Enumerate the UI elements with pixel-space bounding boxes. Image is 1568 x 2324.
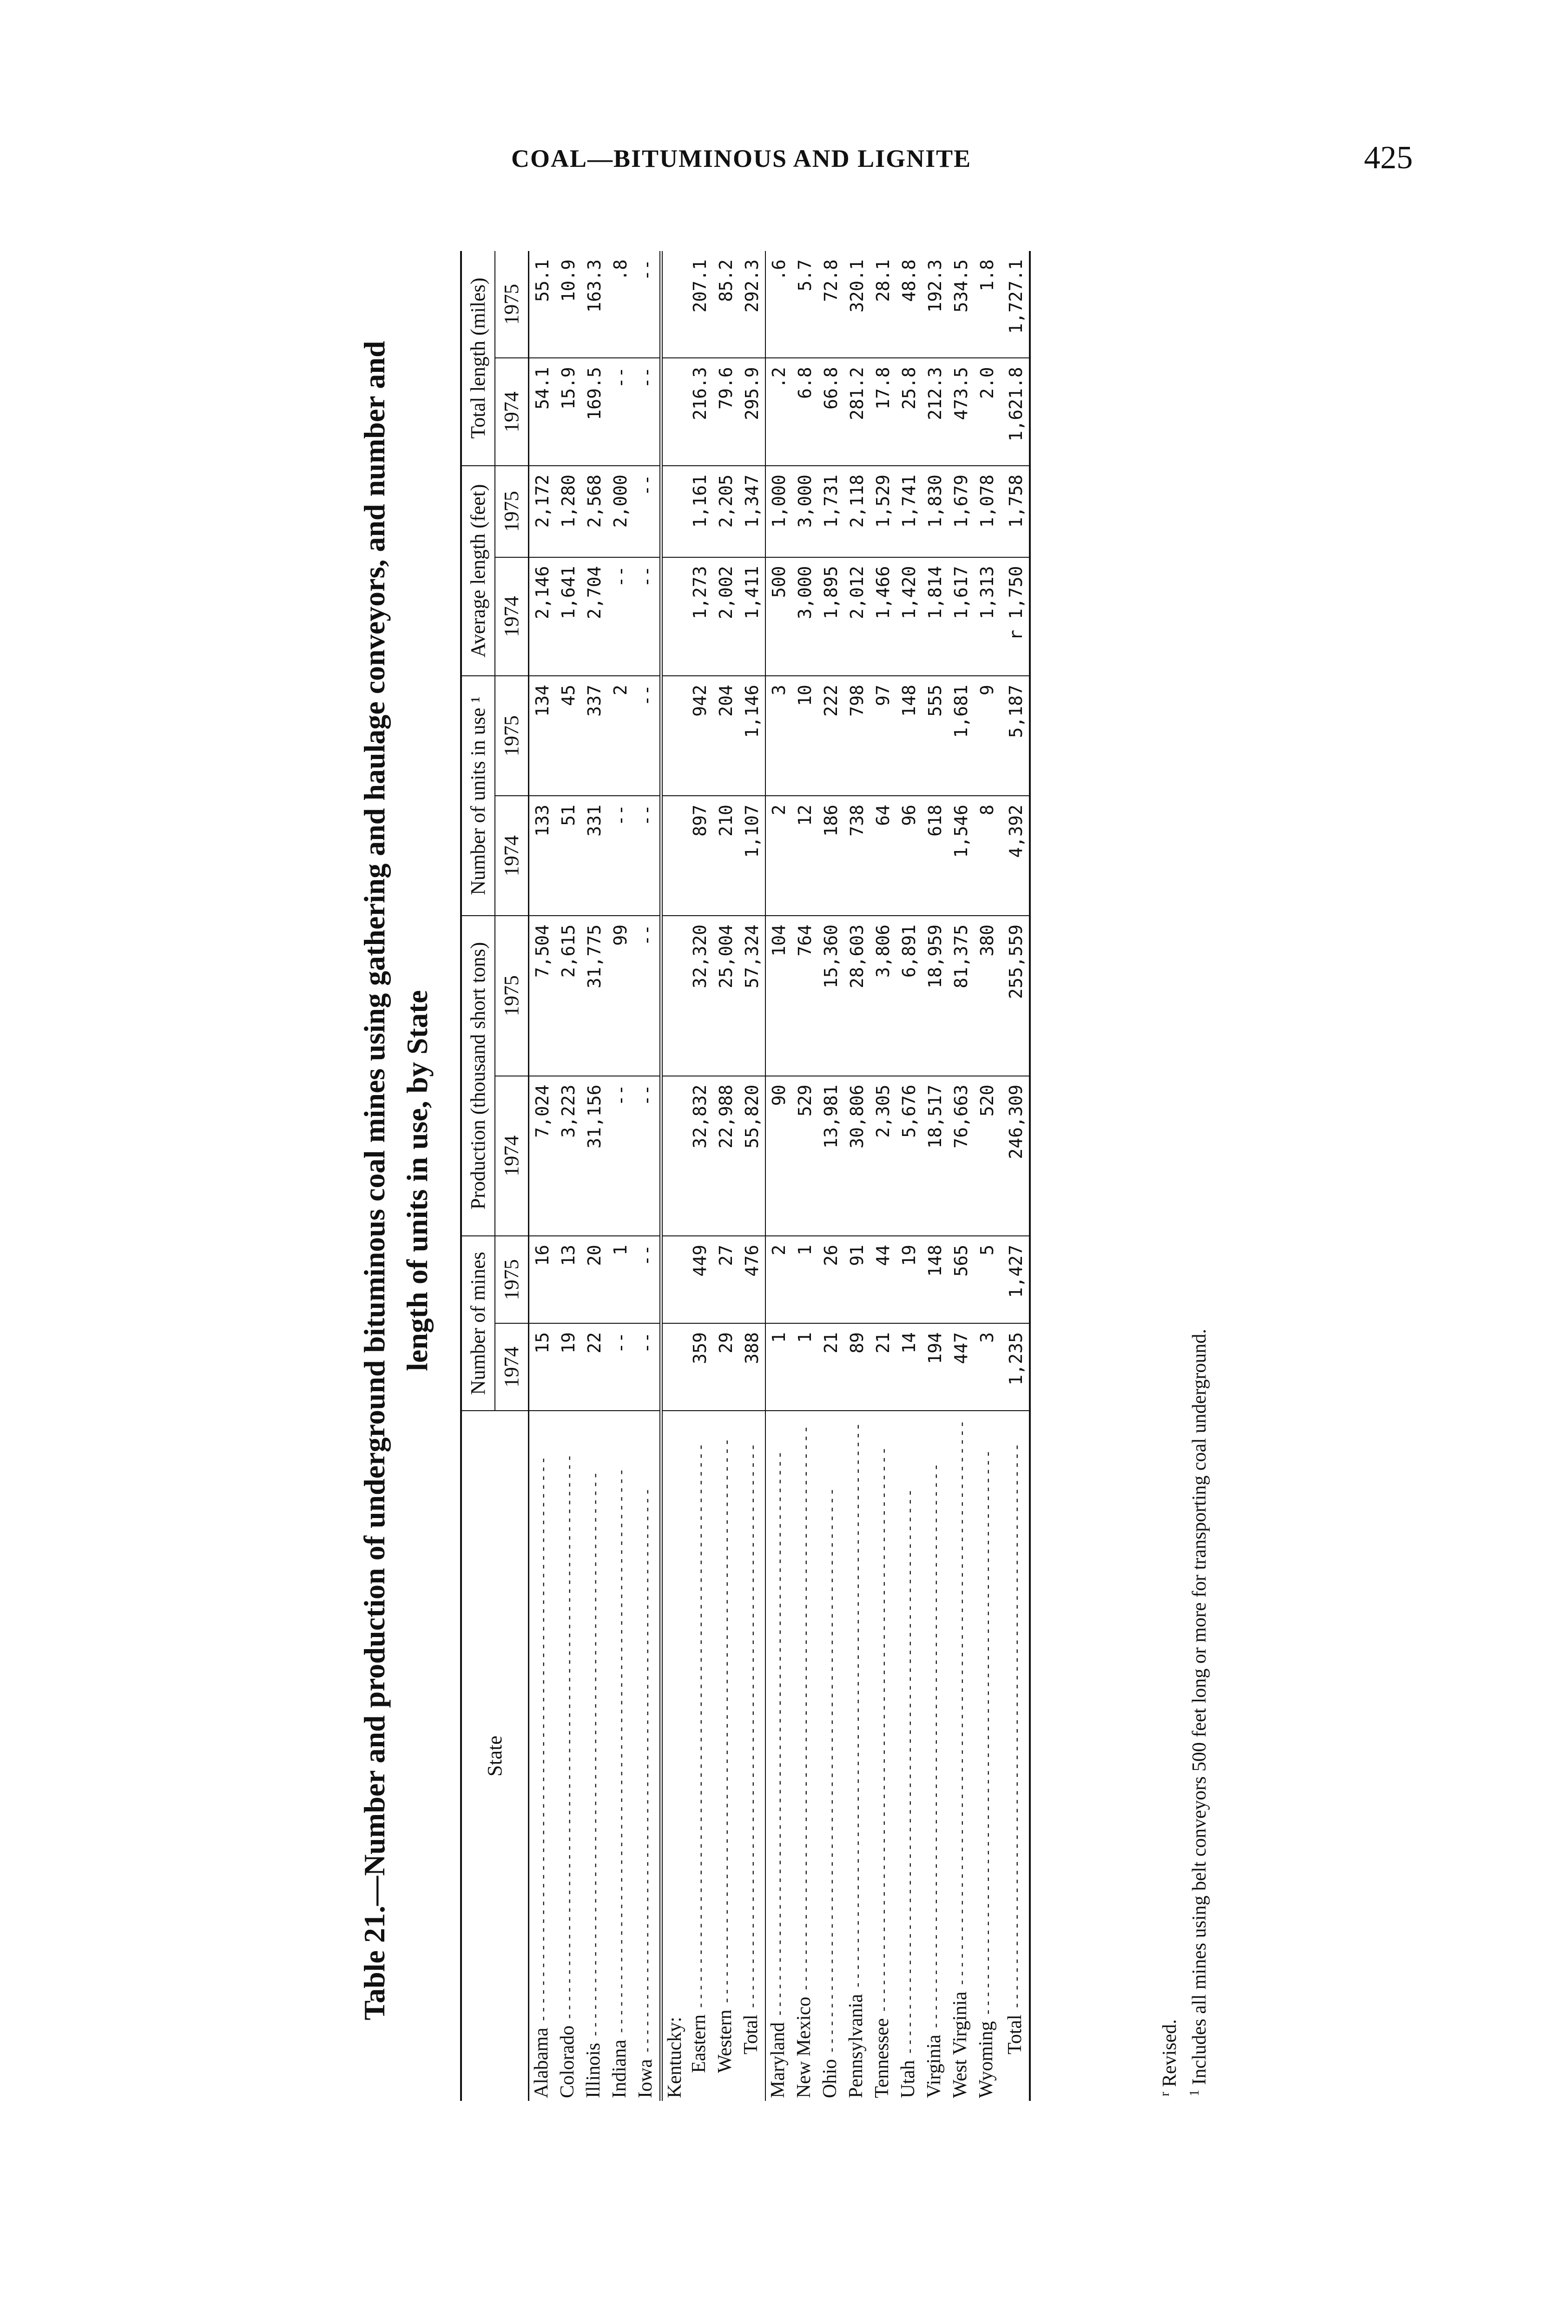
value-cell: 529 <box>792 1076 818 1236</box>
table-title <box>353 297 439 2064</box>
dot-leader: ---------------------------------------------------------------- <box>797 1425 814 1992</box>
header-units-in-use: Number of units in use ¹ <box>461 676 495 916</box>
value-cell <box>661 466 687 557</box>
value-cell: -- <box>607 1076 633 1236</box>
page-number: 425 <box>1364 140 1413 176</box>
value-cell: 48.8 <box>896 251 922 358</box>
dot-leader: ---------------------------------------------------------------- <box>876 1446 892 2014</box>
state-cell <box>922 1411 948 2101</box>
value-cell: 1,107 <box>739 796 765 916</box>
state-label: Maryland <box>767 2022 789 2098</box>
dot-leader: ---------------------------------------------------------------- <box>639 1487 655 2054</box>
value-cell: 64 <box>870 796 896 916</box>
value-cell: 1 <box>792 1236 818 1323</box>
value-cell: 1,681 <box>948 676 974 796</box>
header-year: 1975 <box>495 916 529 1076</box>
footnote-1-mark: 1 <box>1187 2090 1202 2096</box>
value-cell: 21 <box>870 1323 896 1411</box>
value-cell: 1,814 <box>922 557 948 676</box>
dot-leader: ---------------------------------------------------------------- <box>744 1442 761 2010</box>
value-cell: 186 <box>818 796 844 916</box>
value-cell: 2,172 <box>529 466 556 557</box>
value-cell: 1,146 <box>739 676 765 796</box>
value-cell: 7,504 <box>529 916 556 1076</box>
value-cell: 22 <box>581 1323 607 1411</box>
value-cell: 1,420 <box>896 557 922 676</box>
state-cell <box>713 1411 739 2101</box>
value-cell: .2 <box>765 358 792 466</box>
table-row <box>844 251 870 2101</box>
value-cell: 2,002 <box>713 557 739 676</box>
table-row <box>555 251 581 2101</box>
value-cell: 5.7 <box>792 251 818 358</box>
value-cell: 1,679 <box>948 466 974 557</box>
value-cell: 210 <box>713 796 739 916</box>
value-cell: 4,392 <box>1000 796 1030 916</box>
value-cell: 2 <box>765 796 792 916</box>
header-total-length: Total length (miles) <box>461 251 495 466</box>
dot-leader: ---------------------------------------------------------------- <box>824 1487 840 2054</box>
state-cell <box>661 1411 687 2101</box>
state-cell <box>765 1411 792 2101</box>
value-cell: 897 <box>687 796 713 916</box>
value-cell <box>661 796 687 916</box>
value-cell: 14 <box>896 1323 922 1411</box>
value-cell: r 1,750 <box>1000 557 1030 676</box>
value-cell: 255,559 <box>1000 916 1030 1076</box>
conveyor-table <box>460 251 1031 2101</box>
value-cell: 55.1 <box>529 251 556 358</box>
value-cell: 15,360 <box>818 916 844 1076</box>
footnote-revised <box>1153 1329 1182 2096</box>
dot-leader: ---------------------------------------------------------------- <box>980 1449 996 2017</box>
value-cell: 764 <box>792 916 818 1076</box>
dot-leader: ---------------------------------------------------------------- <box>954 1419 970 1987</box>
value-cell: 3 <box>765 676 792 796</box>
table-body <box>529 251 1030 2101</box>
state-cell <box>633 1411 661 2101</box>
footnotes <box>1153 1329 1212 2096</box>
value-cell: 81,375 <box>948 916 974 1076</box>
value-cell: 565 <box>948 1236 974 1323</box>
rotated-table-block <box>325 242 1255 2101</box>
value-cell: 246,309 <box>1000 1076 1030 1236</box>
value-cell: 2,704 <box>581 557 607 676</box>
state-label: Virginia <box>923 2034 945 2098</box>
value-cell: 1,546 <box>948 796 974 916</box>
value-cell: 281.2 <box>844 358 870 466</box>
table-row <box>687 251 713 2101</box>
value-cell: 2 <box>607 676 633 796</box>
state-label: Kentucky: <box>664 2017 685 2098</box>
value-cell: 8 <box>974 796 1000 916</box>
header-year: 1974 <box>495 557 529 676</box>
state-label: Western <box>714 2009 736 2073</box>
value-cell: -- <box>633 676 661 796</box>
value-cell: 192.3 <box>922 251 948 358</box>
value-cell <box>661 1076 687 1236</box>
value-cell: -- <box>633 796 661 916</box>
table-title-line-1: Table 21.—Number and production of underground bituminous coal mines using gathering and haulage conveyors, and number and <box>358 341 391 2020</box>
value-cell: 207.1 <box>687 251 713 358</box>
table-row <box>974 251 1000 2101</box>
value-cell <box>661 358 687 466</box>
state-cell <box>844 1411 870 2101</box>
value-cell: 169.5 <box>581 358 607 466</box>
value-cell: 2,000 <box>607 466 633 557</box>
value-cell: 29 <box>713 1323 739 1411</box>
value-cell: 54.1 <box>529 358 556 466</box>
value-cell: 2,568 <box>581 466 607 557</box>
value-cell <box>661 676 687 796</box>
value-cell: 5,676 <box>896 1076 922 1236</box>
value-cell: 1,830 <box>922 466 948 557</box>
value-cell: 222 <box>818 676 844 796</box>
header-year: 1975 <box>495 676 529 796</box>
value-cell: 6.8 <box>792 358 818 466</box>
value-cell: 89 <box>844 1323 870 1411</box>
state-cell <box>948 1411 974 2101</box>
value-cell: 1,641 <box>555 557 581 676</box>
value-cell <box>661 1323 687 1411</box>
value-cell: 1,078 <box>974 466 1000 557</box>
value-cell: 942 <box>687 676 713 796</box>
value-cell: 1,280 <box>555 466 581 557</box>
value-cell: 18,959 <box>922 916 948 1076</box>
state-label: Wyoming <box>975 2021 997 2098</box>
value-cell: -- <box>633 557 661 676</box>
dot-leader: ---------------------------------------------------------------- <box>535 1455 551 2023</box>
value-cell: 738 <box>844 796 870 916</box>
value-cell: 2,012 <box>844 557 870 676</box>
header-year: 1974 <box>495 1323 529 1411</box>
value-cell: -- <box>633 358 661 466</box>
state-label: West Virginia <box>949 1991 971 2098</box>
table-row <box>1000 251 1030 2101</box>
state-cell <box>555 1411 581 2101</box>
state-cell <box>974 1411 1000 2101</box>
value-cell: 1,727.1 <box>1000 251 1030 358</box>
value-cell: 55,820 <box>739 1076 765 1236</box>
table-row <box>633 251 661 2101</box>
footnote-revised-text: Revised. <box>1159 2019 1180 2087</box>
state-cell <box>739 1411 765 2101</box>
table-title-line-2: length of units in use, by State <box>401 990 434 1371</box>
value-cell: 96 <box>896 796 922 916</box>
value-cell: 66.8 <box>818 358 844 466</box>
value-cell: 212.3 <box>922 358 948 466</box>
value-cell: 3,806 <box>870 916 896 1076</box>
dot-leader: ---------------------------------------------------------------- <box>850 1422 866 1989</box>
value-cell: 76,663 <box>948 1076 974 1236</box>
dot-leader: ---------------------------------------------------------------- <box>561 1453 577 2021</box>
value-cell: 99 <box>607 916 633 1076</box>
value-cell: 1,235 <box>1000 1323 1030 1411</box>
value-cell: 2,146 <box>529 557 556 676</box>
value-cell: 1,347 <box>739 466 765 557</box>
dot-leader: ---------------------------------------------------------------- <box>1008 1442 1025 2010</box>
value-cell: .6 <box>765 251 792 358</box>
state-label: Utah <box>897 2060 919 2098</box>
table-row <box>661 251 687 2101</box>
header-average-length: Average length (feet) <box>461 466 495 676</box>
dot-leader: ---------------------------------------------------------------- <box>692 1442 709 2010</box>
value-cell: 21 <box>818 1323 844 1411</box>
value-cell: 194 <box>922 1323 948 1411</box>
value-cell: 134 <box>529 676 556 796</box>
value-cell: 30,806 <box>844 1076 870 1236</box>
value-cell: 25.8 <box>896 358 922 466</box>
value-cell: -- <box>607 358 633 466</box>
value-cell: 19 <box>896 1236 922 1323</box>
value-cell: 10 <box>792 676 818 796</box>
value-cell: 1,617 <box>948 557 974 676</box>
value-cell: 1,427 <box>1000 1236 1030 1323</box>
value-cell: 32,320 <box>687 916 713 1076</box>
value-cell: 31,775 <box>581 916 607 1076</box>
value-cell: -- <box>633 916 661 1076</box>
value-cell: 1 <box>607 1236 633 1323</box>
value-cell: 104 <box>765 916 792 1076</box>
value-cell: 2,118 <box>844 466 870 557</box>
value-cell: 798 <box>844 676 870 796</box>
value-cell: 25,004 <box>713 916 739 1076</box>
value-cell: 1 <box>765 1323 792 1411</box>
value-cell: -- <box>607 796 633 916</box>
value-cell: 1,313 <box>974 557 1000 676</box>
value-cell: 295.9 <box>739 358 765 466</box>
table-row <box>818 251 844 2101</box>
value-cell: 91 <box>844 1236 870 1323</box>
header-year: 1974 <box>495 1076 529 1236</box>
value-cell: 1,895 <box>818 557 844 676</box>
value-cell: -- <box>633 1076 661 1236</box>
value-cell: 292.3 <box>739 251 765 358</box>
dot-leader: ---------------------------------------------------------------- <box>928 1462 944 2030</box>
dot-leader: ---------------------------------------------------------------- <box>902 1488 918 2055</box>
dot-leader: ---------------------------------------------------------------- <box>718 1438 735 2005</box>
value-cell: 9 <box>974 676 1000 796</box>
value-cell: 12 <box>792 796 818 916</box>
dot-leader: ---------------------------------------------------------------- <box>613 1467 629 2035</box>
value-cell: 449 <box>687 1236 713 1323</box>
state-label: Colorado <box>557 2025 578 2098</box>
value-cell: 28.1 <box>870 251 896 358</box>
table-row <box>792 251 818 2101</box>
state-label: Total <box>740 2014 762 2054</box>
value-cell: 1,411 <box>739 557 765 676</box>
footnote-1-text: Includes all mines using belt conveyors 500 feet long or more for transporting coal underground. <box>1189 1329 1210 2085</box>
table-row <box>739 251 765 2101</box>
value-cell: 1.8 <box>974 251 1000 358</box>
value-cell: 204 <box>713 676 739 796</box>
header-year: 1975 <box>495 251 529 358</box>
value-cell: 3,223 <box>555 1076 581 1236</box>
state-label: Tennessee <box>871 2018 893 2098</box>
value-cell: -- <box>633 1236 661 1323</box>
value-cell: 388 <box>739 1323 765 1411</box>
state-label: Illinois <box>583 2042 604 2098</box>
state-label: Ohio <box>819 2059 841 2098</box>
value-cell: 337 <box>581 676 607 796</box>
footnote-1 <box>1182 1329 1212 2096</box>
running-head: COAL—BITUMINOUS AND LIGNITE <box>511 145 972 172</box>
value-cell: 555 <box>922 676 948 796</box>
value-cell: -- <box>633 251 661 358</box>
value-cell <box>661 916 687 1076</box>
value-cell: -- <box>607 1323 633 1411</box>
table-row <box>607 251 633 2101</box>
value-cell: 31,156 <box>581 1076 607 1236</box>
value-cell: 2,615 <box>555 916 581 1076</box>
value-cell: 3 <box>974 1323 1000 1411</box>
table-row <box>896 251 922 2101</box>
header-state: State <box>461 1411 529 2101</box>
value-cell: 359 <box>687 1323 713 1411</box>
value-cell: 148 <box>922 1236 948 1323</box>
header-year: 1974 <box>495 358 529 466</box>
state-label: Pennsylvania <box>845 1994 867 2098</box>
state-cell <box>687 1411 713 2101</box>
value-cell: 618 <box>922 796 948 916</box>
value-cell: 1,273 <box>687 557 713 676</box>
value-cell: 473.5 <box>948 358 974 466</box>
value-cell: 44 <box>870 1236 896 1323</box>
value-cell: 2,305 <box>870 1076 896 1236</box>
value-cell: 20 <box>581 1236 607 1323</box>
state-cell <box>896 1411 922 2101</box>
state-cell <box>529 1411 556 2101</box>
value-cell: 90 <box>765 1076 792 1236</box>
value-cell: 7,024 <box>529 1076 556 1236</box>
value-cell: 447 <box>948 1323 974 1411</box>
state-label: Iowa <box>635 2059 656 2098</box>
state-cell <box>607 1411 633 2101</box>
value-cell: 163.3 <box>581 251 607 358</box>
state-label: Total <box>1004 2014 1026 2054</box>
table-row <box>765 251 792 2101</box>
value-cell: 72.8 <box>818 251 844 358</box>
value-cell: 2.0 <box>974 358 1000 466</box>
value-cell: 45 <box>555 676 581 796</box>
value-cell <box>661 557 687 676</box>
state-cell <box>818 1411 844 2101</box>
value-cell: 1,466 <box>870 557 896 676</box>
value-cell: 15.9 <box>555 358 581 466</box>
value-cell: 10.9 <box>555 251 581 358</box>
state-cell <box>792 1411 818 2101</box>
value-cell: .8 <box>607 251 633 358</box>
value-cell: 5 <box>974 1236 1000 1323</box>
table-row <box>581 251 607 2101</box>
value-cell: 1,161 <box>687 466 713 557</box>
value-cell: 51 <box>555 796 581 916</box>
value-cell: 476 <box>739 1236 765 1323</box>
header-number-of-mines: Number of mines <box>461 1236 495 1411</box>
value-cell: -- <box>633 1323 661 1411</box>
value-cell: 19 <box>555 1323 581 1411</box>
value-cell: 133 <box>529 796 556 916</box>
value-cell: 1,621.8 <box>1000 358 1030 466</box>
value-cell: 3,000 <box>792 557 818 676</box>
value-cell: 534.5 <box>948 251 974 358</box>
table-row <box>713 251 739 2101</box>
header-production: Production (thousand short tons) <box>461 916 495 1236</box>
value-cell: 1,758 <box>1000 466 1030 557</box>
table-row <box>948 251 974 2101</box>
state-cell <box>581 1411 607 2101</box>
value-cell: 380 <box>974 916 1000 1076</box>
value-cell: -- <box>607 557 633 676</box>
footnote-revised-mark: r <box>1158 2092 1172 2096</box>
value-cell: 27 <box>713 1236 739 1323</box>
state-label: Alabama <box>531 2027 552 2098</box>
value-cell: 85.2 <box>713 251 739 358</box>
value-cell: 28,603 <box>844 916 870 1076</box>
dot-leader: ---------------------------------------------------------------- <box>587 1471 603 2038</box>
value-cell: 79.6 <box>713 358 739 466</box>
header-year: 1975 <box>495 1236 529 1323</box>
value-cell: 1,741 <box>896 466 922 557</box>
value-cell: 500 <box>765 557 792 676</box>
value-cell: 5,187 <box>1000 676 1030 796</box>
value-cell: 13 <box>555 1236 581 1323</box>
value-cell: 331 <box>581 796 607 916</box>
value-cell: 57,324 <box>739 916 765 1076</box>
state-cell <box>1000 1411 1030 2101</box>
value-cell: 1,731 <box>818 466 844 557</box>
value-cell: 13,981 <box>818 1076 844 1236</box>
value-cell: 3,000 <box>792 466 818 557</box>
value-cell: 2 <box>765 1236 792 1323</box>
value-cell: 520 <box>974 1076 1000 1236</box>
state-label: Indiana <box>609 2040 630 2098</box>
dot-leader: ---------------------------------------------------------------- <box>771 1450 788 2018</box>
value-cell: 15 <box>529 1323 556 1411</box>
value-cell: 1,529 <box>870 466 896 557</box>
state-label: Eastern <box>688 2014 710 2073</box>
value-cell: 16 <box>529 1236 556 1323</box>
value-cell: 216.3 <box>687 358 713 466</box>
table-row <box>922 251 948 2101</box>
value-cell: 97 <box>870 676 896 796</box>
value-cell: 6,891 <box>896 916 922 1076</box>
header-year: 1975 <box>495 466 529 557</box>
value-cell: 2,205 <box>713 466 739 557</box>
state-cell <box>870 1411 896 2101</box>
value-cell: 320.1 <box>844 251 870 358</box>
value-cell: 1,000 <box>765 466 792 557</box>
header-year: 1974 <box>495 796 529 916</box>
table-row <box>870 251 896 2101</box>
table-row <box>529 251 556 2101</box>
state-label: New Mexico <box>793 1996 815 2098</box>
value-cell <box>661 1236 687 1323</box>
value-cell: 26 <box>818 1236 844 1323</box>
value-cell: 18,517 <box>922 1076 948 1236</box>
value-cell: 32,832 <box>687 1076 713 1236</box>
value-cell: 17.8 <box>870 358 896 466</box>
value-cell: -- <box>633 466 661 557</box>
value-cell <box>661 251 687 358</box>
value-cell: 148 <box>896 676 922 796</box>
value-cell: 22,988 <box>713 1076 739 1236</box>
value-cell: 1 <box>792 1323 818 1411</box>
